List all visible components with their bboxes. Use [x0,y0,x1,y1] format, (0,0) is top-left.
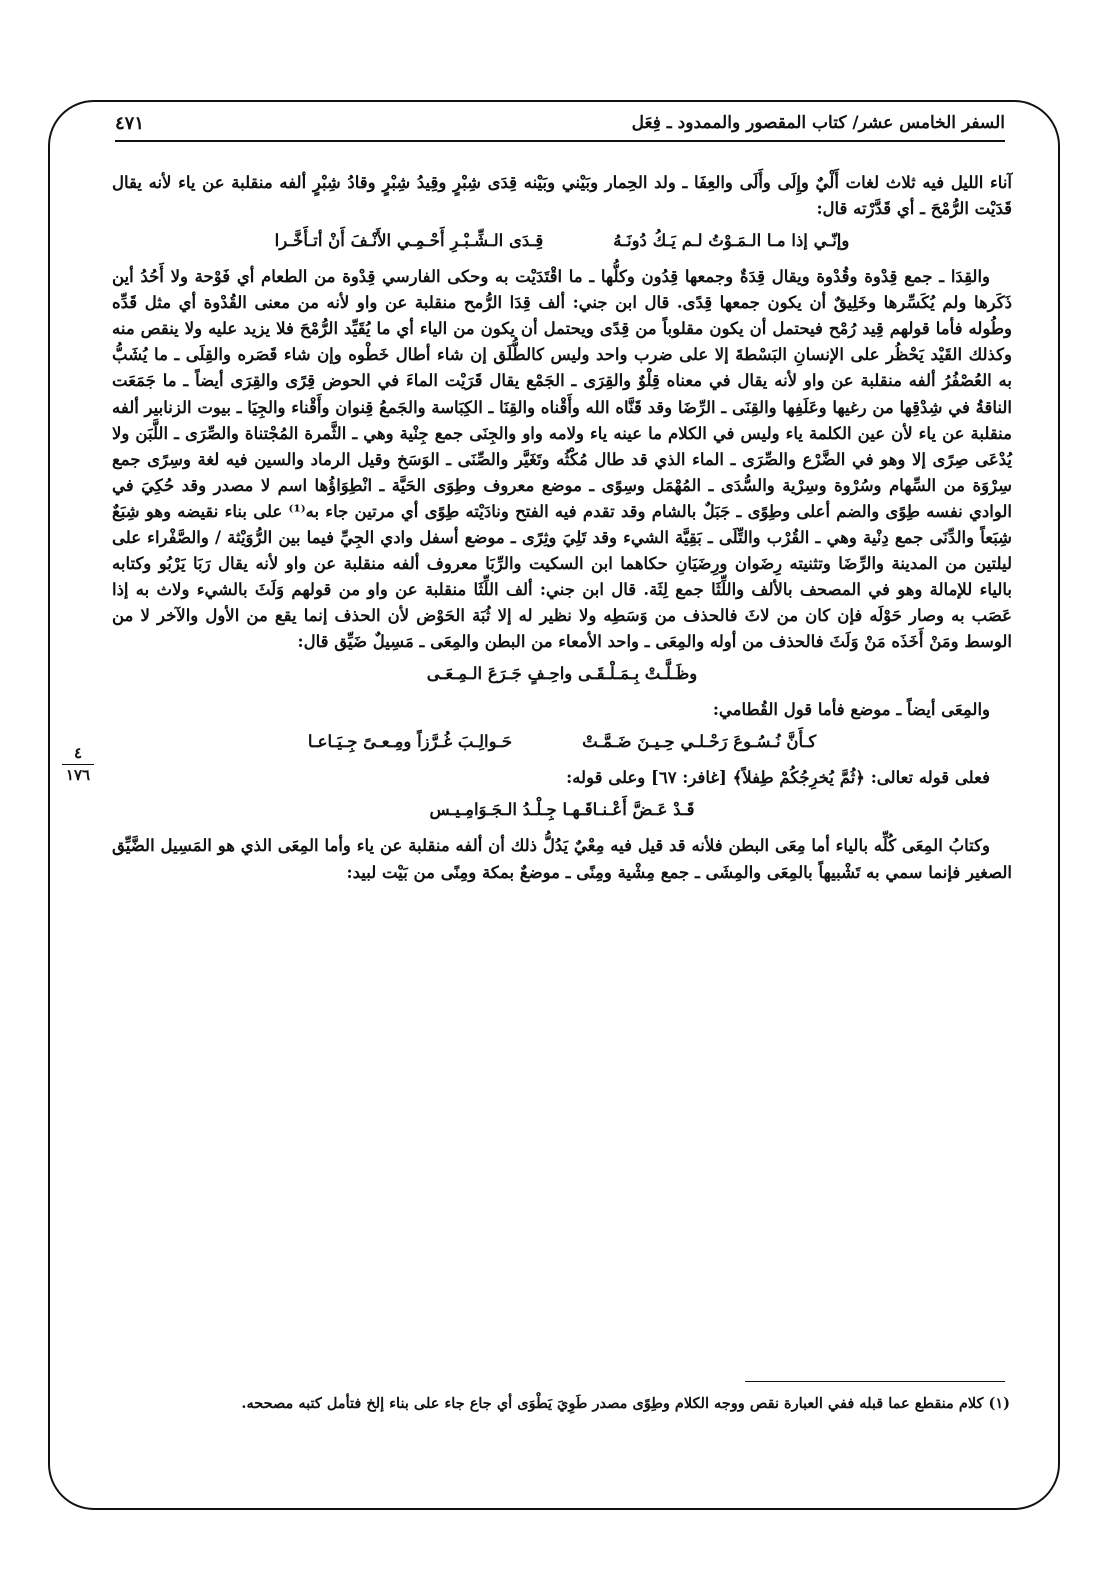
margin-divider [62,764,94,765]
running-header [115,106,1005,142]
paragraph-main: والقِدَا ـ جمع قِدْوة وقُدْوة ويقال قِدَةٌ وجمعها قِدُون وكلُّها ـ ما اقْتَدَيْت به وحكى الفارسي قِدْوة من الطعام أي فَوْحة ولا أَحُدُ أين ذَكَرها ولم يُكَسِّرها وخَلِيقٌ أن يكون جمعها قِدًى. قال ابن جني: ألف قِدَا الرُّمح منقلبة عن واو لأنه من معنى القُدْوة أي مثل قَدِّه وطُوله فأما قولهم قِيد رُمْح فيحتمل أن يكون مقلوباً من قِدًى ويحتمل أن يكون من الياء أي ما يُقَيِّد الرُّمْحَ فلا يزيد عليه ولا ينقص منه وكذلك القَيْد يَحْظُر على الإنسانِ البَسْطةَ إلا على ضرب واحد وليس كالطُّلَق إن شاء أطال خَطْوه وإن شاء قَصَره والقِلَى ـ ما يُشَبُّ به العُصْفُرُ ألفه منقلبة عن واو لأنه يقال في معناه قِلْوٌ والقِرَى ـ الجَمْع يقال قَرَيْت الماءَ في الحوض قِرًى والقِرَى أيضاً ـ ما جَمَعَت الناقةُ في شِدْقِها من رغيها وعَلَفِها والقِنَى ـ الرِّضَا وقد قَنَّاه الله وأَقْناه والقِنَا ـ الكِبَاسة والجَمعُ قِنوان وأَقْناء والجِيَا ـ بيوت الزنابير ألفه منقلبة عن ياء لأن عين الكلمة ياء وليس في الكلام ما عينه ياء ولامه واو والجِنَى جمع جِنْية وهي ـ الثَّمرة المُجْتناة والصِّرَى ـ اللَّبَن ولا يُدْعَى صِرًى إلا وهو في الضَّرْع والصِّرَى ـ الماء الذي قد طال مُكْثُه وتَغَيَّر والصِّنَى ـ الوَسَخ وقيل الرماد والسين فيه لغة وسِرًى جمع سِرْوَة من السِّهام وسُرْوة وسِرْية والسُّدَى ـ المُهْمَل وسِوًى ـ موضع معروف وطِوَى الحَيَّة ـ انْطِوَاؤُها اسم لا مصدر وقد حُكِيَ في الوادي نفسه طِوًى والضم أعلى وطِوًى ـ جَبَلٌ بالشام وقد تقدم فيه الفتح ونادَيْته طِوًى أي مرتين جاء به⁽¹⁾ على بناء نقيضه وهو شِبَعٌ شِبَعاً والدِّنَى جمع دِنْية وهي ـ القُرْب والتِّلَى ـ بَقِيَّة الشيء وقد تَلِيَ وثِرًى ـ موضع أسفل وادي الجِيِّ فيما بين الرُّوَيْثة / والصَّفْراء على ليلتين من المدينة والرِّضَا وتثنيته رِضَوان ورِضَيَانِ حكاهما ابن السكيت والرِّبَا معروف ألفه منقلبة عن واو لأنه يقال رَبَا يَرْبُو وكتابه بالياء للإمالة وهو في المصحف بالألف واللِّثَا جمع لِثَة. قال ابن جني: ألف اللِّثَا منقلبة عن واو من قولهم وَلَثَ بالشيء ولاث به إذا عَصَب به وصار حَوْلَه فإن كان من لاثَ فالحذف من وَسَطِه ولا نظير له إلا ثُبَة الحَوْض لأن الحذف إنما يقع من الأول والآخر لا من الوسط ومَنْ أَخَذَه مَنْ وَلَثَ فالحذف من أوله والمِعَى ـ واحد الأمعاء من البطن والمِعَى ـ مَسِيلٌ ضَيِّق قال: [112,267,1012,652]
verse-1 [112,228,1012,254]
footnote: (١) كلام منقطع عما قبله ففي العبارة نقص ووجه الكلام وطِوًى مصدر طَوِيَ يَطْوَى أي جاع جاء على بناء إلخ فتأمل كتبه مصححه. [241,1395,1010,1412]
verse-3-first-hemistich: كـأَنَّ نُـسُـوعَ رَحْـلـي حِـيـنَ ضَـمَّـتْ [582,732,817,752]
page-number: ٤٧١ [115,112,145,134]
verse-4-line: قَـدْ عَـضَّ أَعْـنـاقَـهـا جِـلْـدُ الـجَـوَامِـيـس [429,800,695,820]
verse-2-line: وظَـلَّـتْ بِـمَـلْـقَـى واحِـفٍ جَـرَعَ الـمِـعَـى [426,664,698,684]
margin-volume-page-reference [56,745,100,783]
paragraph-opening: آناء الليل فيه ثلاث لغات أَلْيٌ وإِلَى وأَلَى والعِفَا ـ ولد الحِمار وبَيْني وبَيْنه قِدَى شِبْرٍ وقِيدُ شِبْرٍ وقادُ شِبْرٍ ألفه منقلبة عن ياء لأنه يقال قَدَيْت الرُّمْحَ ـ أي قَدَّرْته قال: [112,173,1012,219]
header-title: السفر الخامس عشر/ كتاب المقصور والممدود ـ فِعَل [631,113,1005,133]
verse-3-second-hemistich: حَـوالِـبَ غُـرَّزاً ومِـعـىً جِـيَـاعـا [307,732,513,752]
paragraph-qutami-intro: والمِعَى أيضاً ـ موضع فأما قول القُطامي: [712,700,990,720]
paragraph-closing: وكتابُ المِعَى كُلِّه بالياء أما مِعَى البطن فلأنه قد قيل فيه مِعْيٌ يَدُلُّ ذلك أن ألفه منقلبة عن ياء وأما المِعَى الذي هو المَسِيل الضَّيِّق الصغير فإنما سمي به تَشْبيهاً بالمِعَى والمِشَى ـ جمع مِشْية ومِنًى ـ موضعٌ بمكة ومِنًى من بَيْت لبيد: [112,836,1012,882]
footnote-separator [745,1381,1005,1382]
verse-1-first-hemistich: وإنّـي إذا مـا الـمَـوْتُ لـم يَـكُ دُونَـهُ [613,231,850,251]
margin-volume-number: ٤ [73,744,83,762]
paragraph-quran-citation: فعلى قوله تعالى: ﴿ثُمَّ يُخرِجُكُمْ طِفلاً﴾ [غافر: ٦٧] وعلى قوله: [566,768,990,788]
verse-2 [112,661,1012,687]
verse-1-second-hemistich: قِـدَى الـشِّـبْـرِ أَحْـمِـي الأَنْـفَ أَنْ أتـأَخَّـرا [274,231,544,251]
main-text [112,170,1012,889]
verse-4 [112,797,1012,823]
verse-3 [112,729,1012,755]
margin-page-number: ١٧٦ [65,765,91,784]
